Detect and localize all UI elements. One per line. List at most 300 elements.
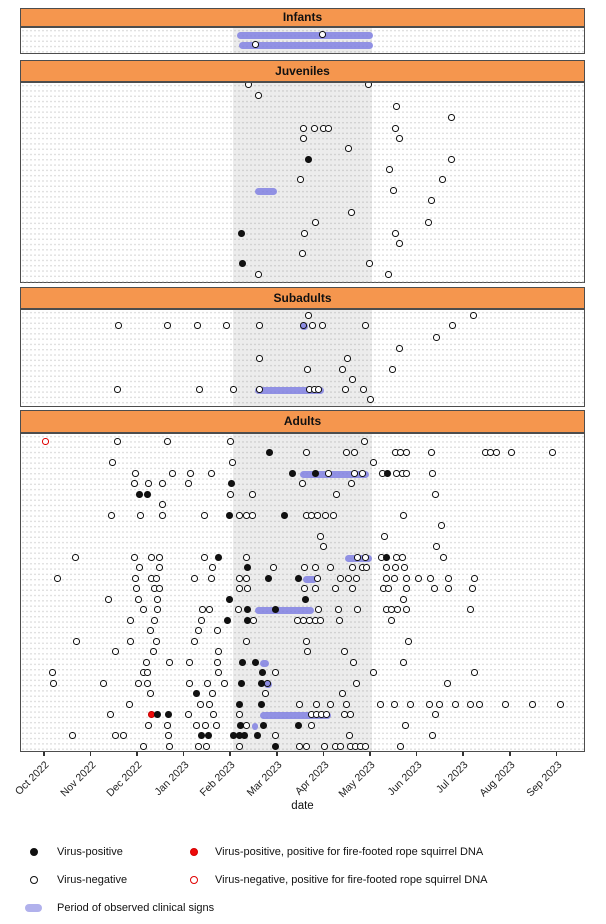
clinical-signs-bar [255,188,277,195]
sample-point-p [244,606,251,613]
sample-point-n [327,701,334,708]
x-tick-label: Apr 2023 [292,759,332,798]
panel-juveniles [20,60,585,283]
sample-point-n [308,722,315,729]
sample-point-n [236,711,243,718]
sample-point-n [407,701,414,708]
sample-point-n [314,512,321,519]
sample-point-n [151,617,158,624]
sample-point-n [135,680,142,687]
sample-point-n [236,575,243,582]
sample-point-n [394,606,401,613]
sample-point-n [339,366,346,373]
sample-point-p [259,669,266,676]
sample-point-n [108,512,115,519]
legend-label: Virus-negative [57,874,128,886]
sample-point-n [353,680,360,687]
sample-point-p [228,480,235,487]
sample-point-n [137,512,144,519]
sample-point-n [165,732,172,739]
sample-point-p [254,732,261,739]
sample-point-p [281,512,288,519]
sample-point-n [256,386,263,393]
sample-point-n [428,449,435,456]
sample-point-n [502,701,509,708]
sample-point-n [236,512,243,519]
sample-point-n [429,732,436,739]
legend-label: Virus-positive [57,846,123,858]
sample-point-n [304,648,311,655]
x-tick-label: Feb 2023 [198,759,238,799]
sample-point-n [396,135,403,142]
legend-marker-n [30,876,38,884]
sample-point-n [296,743,303,750]
sample-point-n [471,669,478,676]
sample-point-n [201,554,208,561]
x-axis-tick [323,752,325,756]
sample-point-p [305,156,312,163]
sample-point-n [350,659,357,666]
sample-point-n [391,575,398,582]
panel-plot-juveniles [21,83,584,283]
sample-point-n [210,711,217,718]
sample-point-n [401,564,408,571]
sample-point-n [204,680,211,687]
x-axis-tick [369,752,371,756]
sample-point-n [297,176,304,183]
sample-point-p [289,470,296,477]
sample-point-n [131,554,138,561]
sample-point-n [448,114,455,121]
sample-point-n [296,701,303,708]
sample-point-n [529,701,536,708]
sample-point-n [206,701,213,708]
sample-point-n [370,669,377,676]
sample-point-p [215,554,222,561]
x-axis-tick [229,752,231,756]
sample-point-n [397,743,404,750]
sample-point-n [320,543,327,550]
sample-point-n [255,92,262,99]
sample-point-n [185,480,192,487]
sample-point-n [400,596,407,603]
sample-point-n [433,334,440,341]
sample-point-n [362,554,369,561]
sample-point-n [444,680,451,687]
sample-point-n [230,386,237,393]
sample-point-n [429,470,436,477]
sample-point-n [312,585,319,592]
sample-point-n [415,575,422,582]
sample-point-n [300,135,307,142]
clinical-signs-bar [255,607,314,614]
sample-point-n [345,145,352,152]
sample-point-n [262,690,269,697]
x-axis-tick [136,752,138,756]
sample-point-n [256,355,263,362]
sample-point-n [305,312,312,319]
sample-point-n [432,491,439,498]
sample-point-n [156,585,163,592]
sample-point-n [449,322,456,329]
sample-point-n [127,638,134,645]
legend-label: Virus-negative, positive for fire-footed rope squirrel DNA [215,874,488,886]
sample-point-n [299,480,306,487]
sample-point-n [236,743,243,750]
sample-point-n [301,564,308,571]
sample-point-n [244,585,251,592]
sample-point-n [145,722,152,729]
sample-point-n [203,743,210,750]
sample-point-p [384,470,391,477]
sample-point-n [342,386,349,393]
sample-point-nc [264,680,271,687]
x-tick-label: Aug 2023 [477,759,518,800]
sample-point-n [361,438,368,445]
x-tick-label: Mar 2023 [244,759,285,799]
sample-point-n [365,83,372,88]
sample-point-n [100,680,107,687]
sample-point-p [154,711,161,718]
sample-point-n [381,533,388,540]
sample-point-n [438,522,445,529]
sample-point-n [470,312,477,319]
sample-point-n [319,31,326,38]
x-tick-label: Dec 2022 [104,759,145,800]
sample-point-n [49,669,56,676]
sample-point-n [467,701,474,708]
sample-point-p [226,512,233,519]
sample-point-n [383,564,390,571]
sample-point-n [344,355,351,362]
sample-point-n [144,680,151,687]
x-axis-tick [416,752,418,756]
sample-point-n [166,743,173,750]
sample-point-nc [300,322,307,329]
sample-point-n [159,512,166,519]
sample-point-n [396,345,403,352]
sample-point-n [197,701,204,708]
sample-point-n [370,459,377,466]
sample-point-n [147,627,154,634]
sample-point-n [243,575,250,582]
sample-point-n [391,701,398,708]
sample-point-n [169,470,176,477]
sample-point-n [206,606,213,613]
sample-point-n [317,533,324,540]
sample-point-n [402,722,409,729]
sample-point-n [202,722,209,729]
legend-label: Period of observed clinical signs [57,902,215,914]
sample-point-n [185,711,192,718]
sample-point-n [195,743,202,750]
x-axis-tick [183,752,185,756]
sample-point-n [143,659,150,666]
sample-point-n [321,743,328,750]
sample-point-n [199,606,206,613]
panel-plot-subadults [21,310,584,407]
sample-point-n [343,701,350,708]
sample-point-p [258,701,265,708]
sample-point-p [136,491,143,498]
sample-point-n [223,322,230,329]
sample-point-n [186,680,193,687]
sample-point-n [549,449,556,456]
sample-point-n [428,197,435,204]
sample-point-n [270,564,277,571]
sample-point-n [377,701,384,708]
sample-point-n [147,690,154,697]
sample-point-n [346,732,353,739]
x-axis-tick [43,752,45,756]
sample-point-n [255,271,262,278]
sample-point-n [363,564,370,571]
sample-point-n [403,606,410,613]
sample-point-n [403,585,410,592]
sample-point-p [205,732,212,739]
sample-point-n [386,166,393,173]
sample-point-n [367,396,374,403]
legend-clinical-bar-swatch [25,904,42,912]
sample-point-n [272,732,279,739]
sample-point-n [333,491,340,498]
legend-marker-rp [190,848,198,856]
sample-point-n [471,575,478,582]
sample-point-n [303,638,310,645]
sample-point-n [243,638,250,645]
clinical-signs-bar [260,660,269,667]
sample-point-n [400,659,407,666]
sample-point-n [105,596,112,603]
legend-marker-p [30,848,38,856]
sample-point-n [227,491,234,498]
x-axis-tick [90,752,92,756]
sample-point-n [322,512,329,519]
sample-point-p [241,732,248,739]
sample-point-rn [42,438,49,445]
sample-point-n [272,669,279,676]
sample-point-n [388,617,395,624]
sample-point-n [196,386,203,393]
sample-point-n [54,575,61,582]
sample-point-n [250,617,257,624]
sample-point-n [327,564,334,571]
sample-point-n [309,322,316,329]
sample-point-n [335,606,342,613]
sample-point-n [337,743,344,750]
sample-point-n [156,554,163,561]
sample-point-n [112,648,119,655]
sample-point-p [236,701,243,708]
sample-point-n [249,512,256,519]
sample-point-n [427,575,434,582]
sample-point-p [239,659,246,666]
sample-point-n [115,322,122,329]
sample-point-n [153,638,160,645]
sample-point-n [339,690,346,697]
sample-point-n [144,669,151,676]
sample-point-n [252,41,259,48]
sample-point-n [245,83,252,88]
sample-point-p [302,596,309,603]
sample-point-p [295,722,302,729]
sample-point-n [166,659,173,666]
sample-point-p [193,690,200,697]
sample-point-n [385,271,392,278]
panel-header-infants: Infants [21,9,584,28]
x-tick-label: Sep 2023 [523,759,565,800]
sample-point-n [164,438,171,445]
sample-point-n [301,585,308,592]
x-tick-label: Nov 2022 [57,759,99,800]
sample-point-n [389,366,396,373]
x-tick-label: Jun 2023 [385,759,425,799]
sample-point-n [314,575,321,582]
sample-point-n [148,554,155,561]
sample-point-n [243,554,250,561]
sample-point-n [313,701,320,708]
sample-point-n [315,386,322,393]
sample-point-n [323,711,330,718]
sample-point-n [557,701,564,708]
legend-label: Virus-positive, positive for fire-footed rope squirrel DNA [215,846,484,858]
sample-point-p [224,617,231,624]
sample-point-n [304,366,311,373]
sample-point-n [127,617,134,624]
sample-point-n [73,638,80,645]
panel-header-adults: Adults [21,411,584,434]
sample-point-n [243,722,250,729]
sample-point-n [229,459,236,466]
sample-point-n [432,711,439,718]
sample-point-n [426,701,433,708]
sample-point-p [198,732,205,739]
sample-point-n [215,648,222,655]
x-axis-tick [462,752,464,756]
sample-point-n [235,606,242,613]
sample-point-n [341,648,348,655]
sample-point-n [393,103,400,110]
sample-point-n [114,438,121,445]
sample-point-n [301,230,308,237]
clinical-signs-bar [237,32,373,39]
sample-point-n [508,449,515,456]
sample-point-n [362,743,369,750]
sample-point-p [226,596,233,603]
sample-point-p [312,470,319,477]
sample-point-n [156,564,163,571]
panel-infants [20,8,585,54]
x-tick-label: Jul 2023 [434,759,471,796]
sample-point-n [208,470,215,477]
sample-point-n [159,501,166,508]
x-axis-tick [276,752,278,756]
sample-point-n [209,564,216,571]
sample-point-p [252,659,259,666]
sample-point-p [238,230,245,237]
sample-point-n [312,219,319,226]
sample-point-n [214,659,221,666]
sample-point-n [332,585,339,592]
legend-marker-rn [190,876,198,884]
x-tick-label: Jan 2023 [152,759,192,799]
clinical-signs-bar [252,723,258,730]
sample-point-n [236,585,243,592]
sample-point-n [133,585,140,592]
sample-point-n [351,470,358,477]
sample-point-n [213,722,220,729]
sample-point-n [353,575,360,582]
sample-point-n [440,554,447,561]
panel-adults [20,410,585,752]
sample-point-n [114,386,121,393]
sample-point-n [337,575,344,582]
x-tick-label: May 2023 [336,759,378,801]
sample-point-n [214,627,221,634]
sample-point-n [150,648,157,655]
sample-point-n [383,575,390,582]
sample-point-n [164,322,171,329]
sample-point-n [392,125,399,132]
sample-point-n [135,596,142,603]
sample-point-n [347,711,354,718]
sample-point-n [191,638,198,645]
sample-point-n [208,575,215,582]
sample-point-n [403,575,410,582]
sample-point-n [69,732,76,739]
sample-point-n [164,722,171,729]
sample-point-n [145,480,152,487]
sample-point-n [348,209,355,216]
sample-point-n [140,606,147,613]
sample-point-n [126,701,133,708]
sample-point-n [315,606,322,613]
sample-point-n [400,512,407,519]
sample-point-n [345,575,352,582]
sample-point-n [362,322,369,329]
sample-point-p [265,575,272,582]
sample-point-n [132,470,139,477]
sample-point-n [349,376,356,383]
sample-point-n [343,449,350,456]
sample-point-p [266,449,273,456]
sample-point-n [493,449,500,456]
sample-point-p [272,743,279,750]
sample-point-n [390,187,397,194]
sample-point-n [476,701,483,708]
sample-point-n [215,669,222,676]
x-axis-tick [556,752,558,756]
sample-point-n [348,480,355,487]
sample-point-n [360,386,367,393]
sample-point-n [330,512,337,519]
sample-point-n [349,585,356,592]
sample-point-n [107,711,114,718]
sample-point-n [431,585,438,592]
sample-point-n [445,585,452,592]
sample-point-n [131,480,138,487]
sample-point-n [154,596,161,603]
x-tick-label: Oct 2022 [12,759,52,798]
sample-point-n [198,617,205,624]
sample-point-p [272,606,279,613]
sample-point-n [209,690,216,697]
sample-point-n [120,732,127,739]
sample-point-n [227,438,234,445]
sample-point-n [159,480,166,487]
sample-point-n [467,606,474,613]
panel-plot-infants [21,28,584,54]
